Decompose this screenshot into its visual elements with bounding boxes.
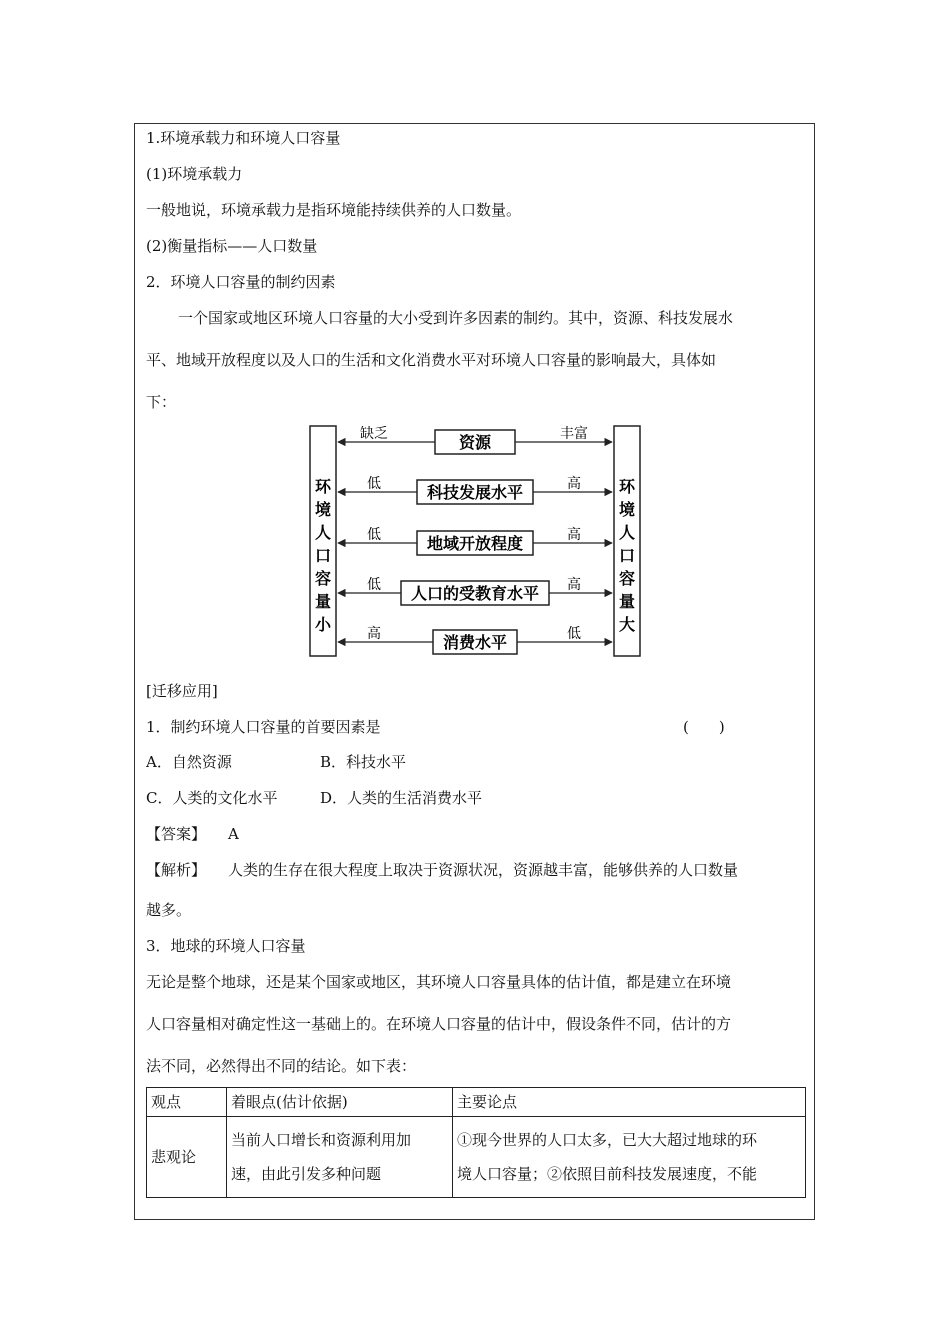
section-2-title: 2．环境人口容量的制约因素 (146, 273, 336, 291)
cell-line: 速，由此引发多种问题 (231, 1165, 382, 1183)
factor-label: 消费水平 (442, 633, 508, 652)
option-a: A．自然资源 (146, 753, 232, 771)
analysis-text-cont: 越多。 (146, 901, 192, 919)
left-level-label: 高 (367, 626, 381, 642)
section-3-title: 3．地球的环境人口容量 (146, 937, 306, 955)
cell-line: ①现今世界的人口太多，已大大超过地球的环 (457, 1131, 758, 1149)
table-header-row (147, 1088, 806, 1117)
paragraph-line: 平、地域开放程度以及人口的生活和文化消费水平对环境人口容量的影响最大，具体如 (146, 351, 717, 369)
subsection-1-1-title: (1)环境承载力 (146, 165, 243, 183)
table-cell-points (453, 1117, 806, 1198)
right-level-label: 高 (567, 577, 581, 593)
analysis-text: 人类的生存在很大程度上取决于资源状况，资源越丰富，能够供养的人口数量 (228, 861, 739, 879)
table-cell-view: 悲观论 (147, 1117, 227, 1198)
table-header: 主要论点 (453, 1088, 806, 1117)
practice-heading: [迁移应用] (146, 682, 218, 700)
table-header: 着眼点(估计依据) (227, 1088, 453, 1117)
cell-line: 当前人口增长和资源利用加 (231, 1131, 412, 1149)
cell-line: 境人口容量；②依照目前科技发展速度，不能 (457, 1165, 758, 1183)
subsection-1-2-title: (2)衡量指标——人口数量 (146, 237, 318, 255)
table-row (147, 1117, 806, 1198)
option-b: B．科技水平 (320, 753, 407, 771)
left-capacity-label: 环境人口容量小 (314, 477, 332, 634)
capacity-factor-diagram (308, 424, 642, 660)
right-level-label: 丰富 (560, 426, 588, 442)
right-level-label: 高 (567, 527, 581, 543)
left-level-label: 低 (367, 577, 381, 593)
capacity-views-table (146, 1087, 806, 1198)
analysis-label: 【解析】 (146, 861, 207, 879)
question-1: 1．制约环境人口容量的首要因素是 (146, 718, 381, 736)
section-3-paragraph: 人口容量相对确定性这一基础上的。在环境人口容量的估计中，假设条件不同，估计的方 (146, 1015, 732, 1033)
right-capacity-label: 环境人口容量大 (618, 477, 636, 634)
option-d: D．人类的生活消费水平 (320, 789, 483, 807)
factor-label: 科技发展水平 (426, 483, 524, 502)
section-1-title: 1.环境承载力和环境人口容量 (146, 129, 341, 147)
right-level-label: 低 (567, 626, 581, 642)
left-level-label: 低 (367, 527, 381, 543)
answer-value: A (228, 825, 239, 843)
section-3-paragraph: 法不同，必然得出不同的结论。如下表： (146, 1057, 417, 1075)
answer-blank: ( ) (683, 718, 725, 736)
factor-label: 人口的受教育水平 (410, 584, 540, 603)
answer-label: 【答案】 (146, 825, 207, 843)
left-level-label: 低 (367, 476, 381, 492)
factor-label: 地域开放程度 (426, 534, 524, 553)
definition-text: 一般地说，环境承载力是指环境能持续供养的人口数量。 (146, 201, 522, 219)
right-level-label: 高 (567, 476, 581, 492)
option-c: C．人类的文化水平 (146, 789, 278, 807)
section-3-paragraph: 无论是整个地球，还是某个国家或地区，其环境人口容量具体的估计值，都是建立在环境 (146, 973, 732, 991)
table-header: 观点 (147, 1088, 227, 1117)
table-cell-basis (227, 1117, 453, 1198)
paragraph-line: 下： (146, 393, 177, 411)
factor-label: 资源 (458, 433, 492, 452)
paragraph-line: 一个国家或地区环境人口容量的大小受到许多因素的制约。其中，资源、科技发展水 (178, 309, 734, 327)
left-level-label: 缺乏 (360, 426, 388, 442)
